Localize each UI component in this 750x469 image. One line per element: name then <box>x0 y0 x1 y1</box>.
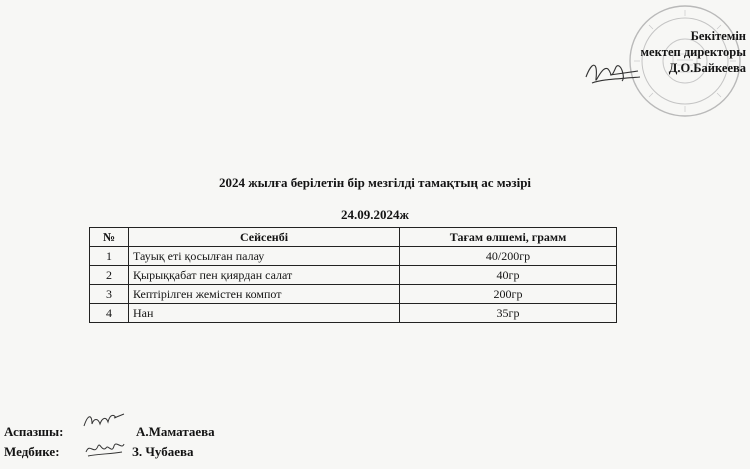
cook-role: Аспазшы: <box>4 424 64 439</box>
dish-portion: 40гр <box>400 266 617 285</box>
dish-portion: 35гр <box>400 304 617 323</box>
approval-label: Бекітемін <box>690 29 746 43</box>
cook-name: А.Маматаева <box>136 424 215 439</box>
dish-portion: 40/200гр <box>400 247 617 266</box>
table-header-row <box>90 228 617 247</box>
director-signature <box>582 55 642 89</box>
header-portion: Тағам өлшемі, грамм <box>400 228 617 247</box>
table-row <box>90 247 617 266</box>
header-number: № <box>90 228 129 247</box>
dish-name: Тауық еті қосылған палау <box>129 247 400 266</box>
row-number: 3 <box>90 285 129 304</box>
cook-signature-line <box>4 424 215 440</box>
document-title: 2024 жылға берілетін бір мезгілді тамақтың ас мәзірі <box>218 175 532 190</box>
approver-position: мектеп директоры <box>640 45 746 59</box>
nurse-role: Медбике: <box>4 444 60 459</box>
menu-table <box>89 227 617 323</box>
nurse-signature-line <box>4 444 194 460</box>
dish-name: Қырыққабат пен қиярдан салат <box>129 266 400 285</box>
row-number: 2 <box>90 266 129 285</box>
table-row <box>90 304 617 323</box>
table-row <box>90 285 617 304</box>
header-day: Сейсенбі <box>129 228 400 247</box>
dish-portion: 200гр <box>400 285 617 304</box>
document-date: 24.09.2024ж <box>341 207 409 222</box>
dish-name: Кептірілген жемістен компот <box>129 285 400 304</box>
row-number: 1 <box>90 247 129 266</box>
row-number: 4 <box>90 304 129 323</box>
nurse-name: З. Чубаева <box>132 444 194 459</box>
approver-name: Д.О.Байкеева <box>668 61 746 75</box>
dish-name: Нан <box>129 304 400 323</box>
table-row <box>90 266 617 285</box>
